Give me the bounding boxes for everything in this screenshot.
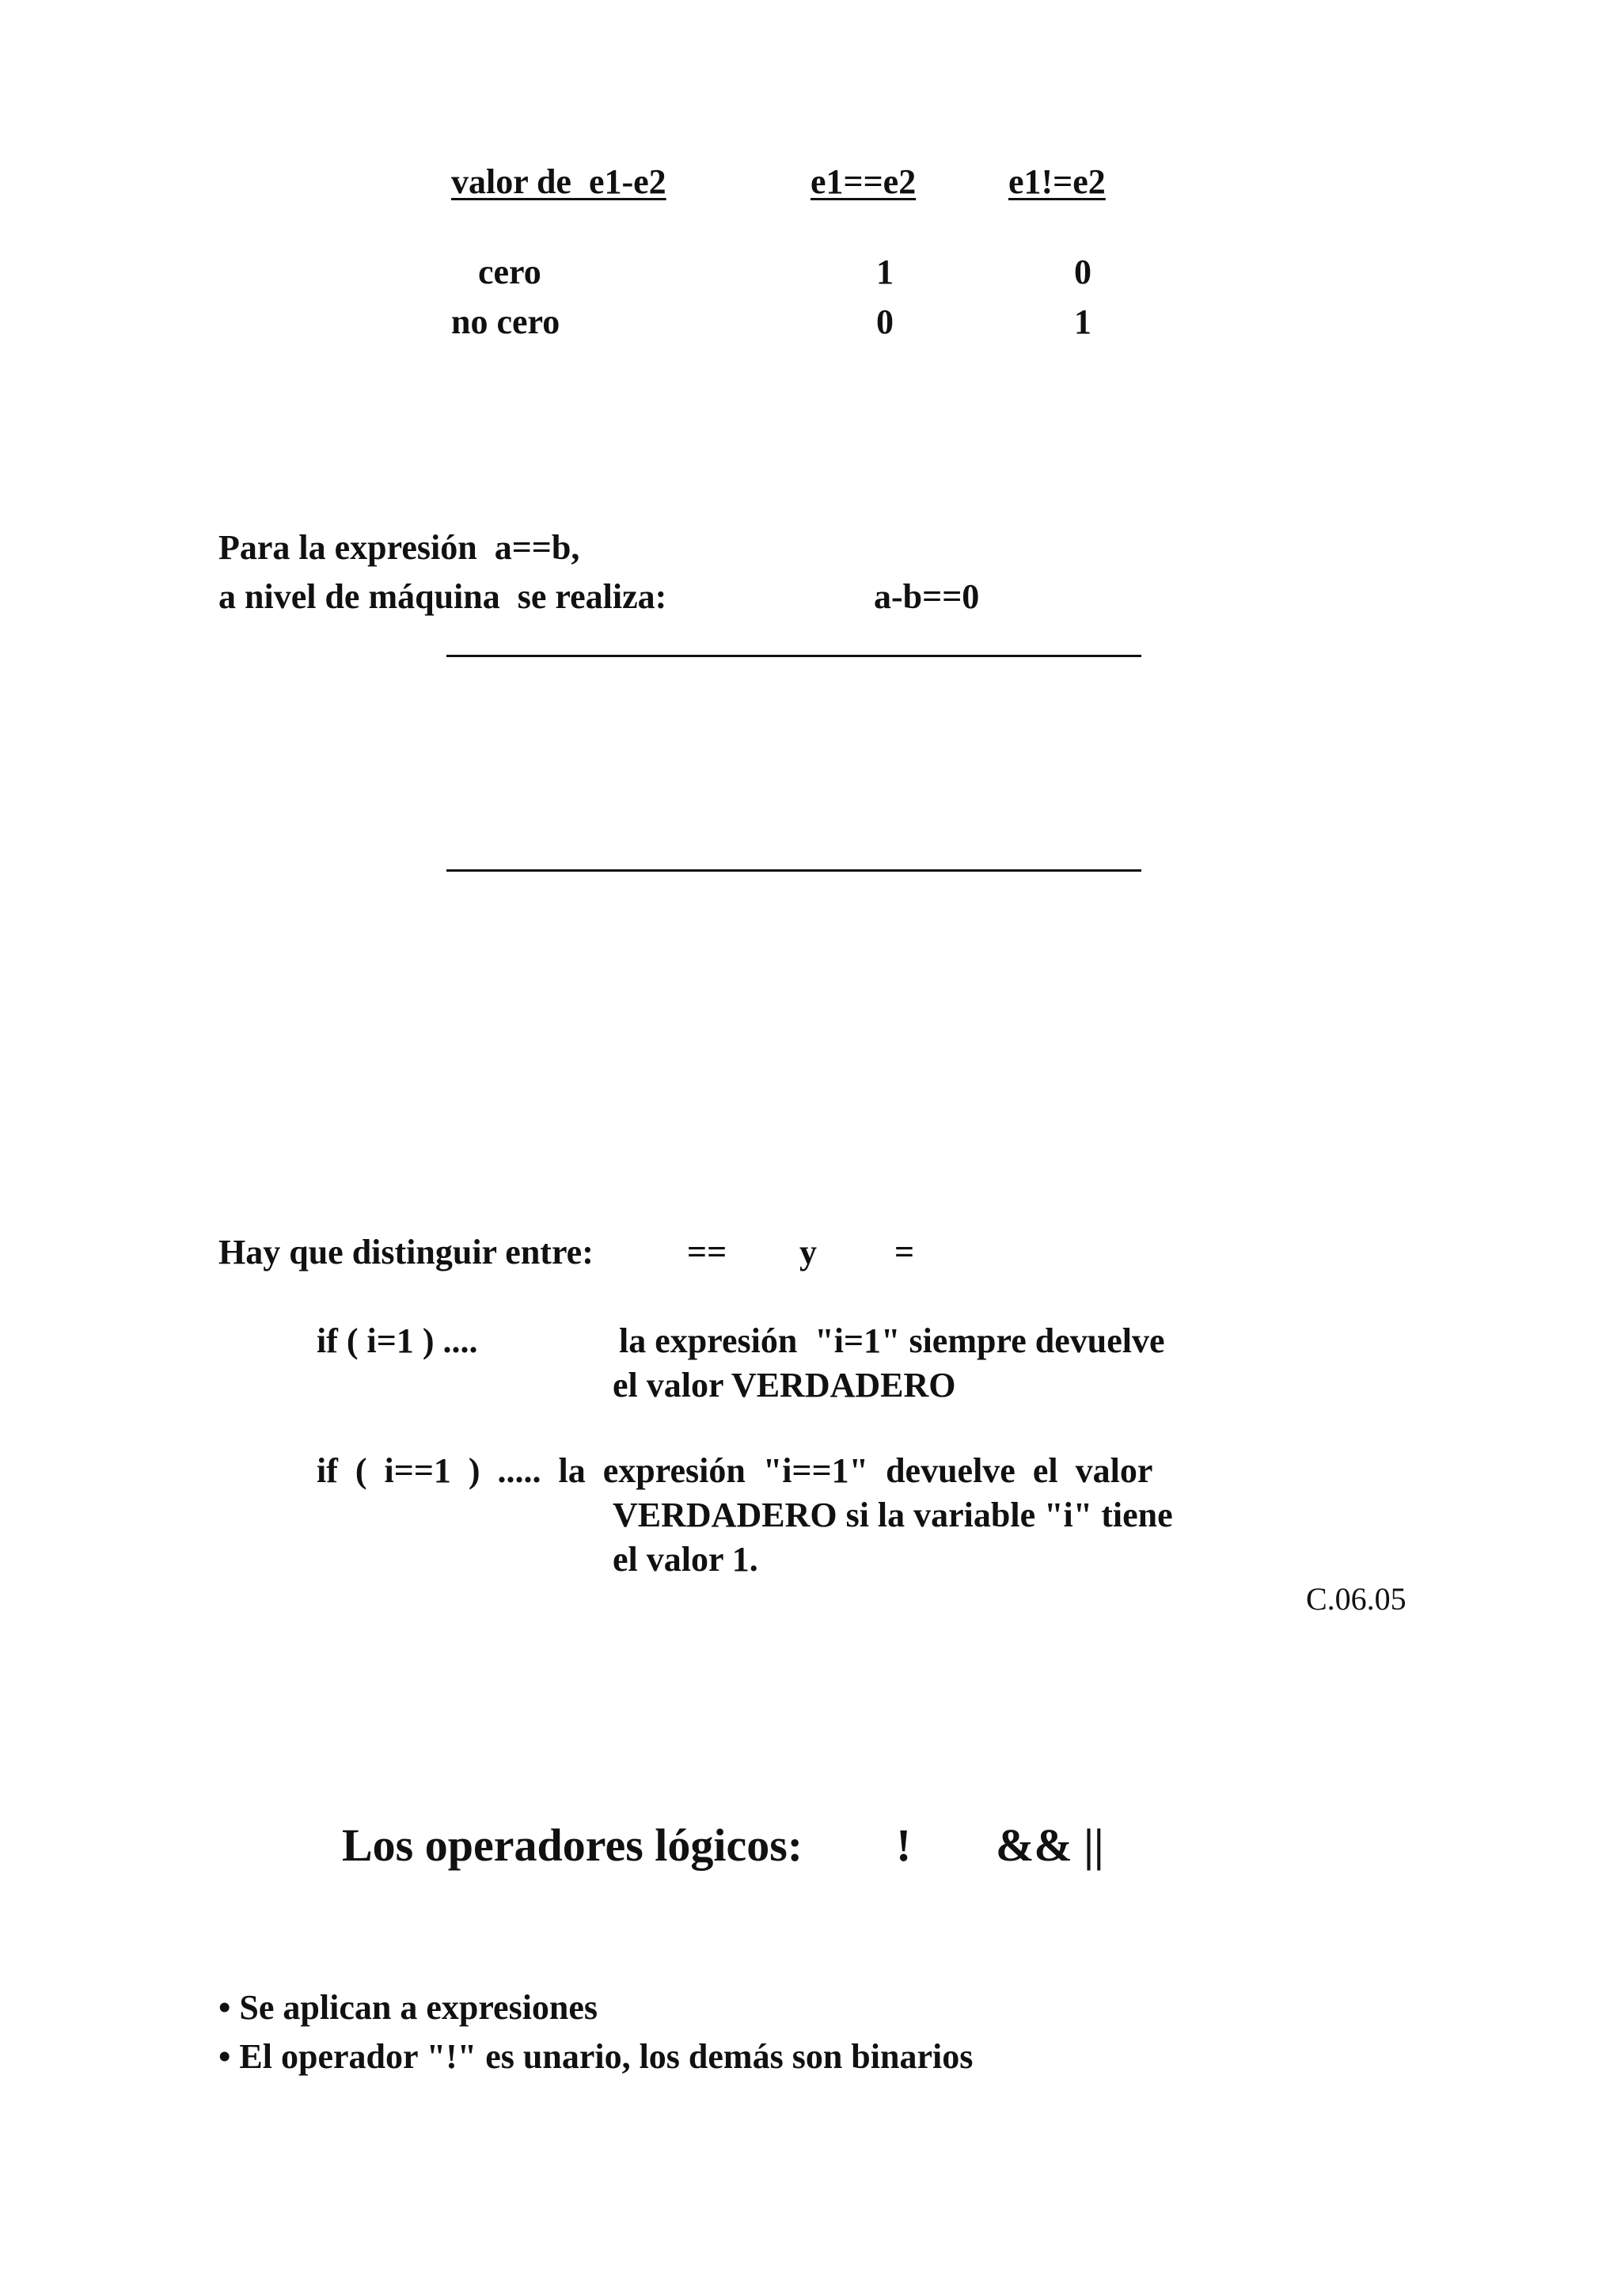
- row-cero-eq: 1: [876, 253, 894, 291]
- operator-double-equals: ==: [687, 1233, 727, 1272]
- logical-op-not: !: [896, 1819, 912, 1871]
- row-no-cero-eq: 0: [876, 302, 894, 341]
- example2-desc-line1: VERDADERO si la variable "i" tiene: [613, 1496, 1173, 1534]
- row-no-cero-ne: 1: [1074, 302, 1091, 341]
- row-label-cero: cero: [478, 253, 541, 291]
- row-cero-ne: 0: [1074, 253, 1091, 291]
- machine-line-2: a nivel de máquina se realiza:: [218, 577, 667, 616]
- example1-desc-line2: el valor VERDADERO: [613, 1366, 956, 1405]
- bullet-item-1: • Se aplican a expresiones: [218, 1988, 598, 2027]
- divider-line-1: [446, 655, 1141, 657]
- row-label-no-cero: no cero: [451, 302, 560, 341]
- example2-code-line: if ( i==1 ) ..... la expresión "i==1" devuelve el valor: [317, 1451, 1153, 1490]
- distinguish-intro: Hay que distinguir entre:: [218, 1233, 594, 1272]
- bullet-item-2: • El operador "!" es unario, los demás son binarios: [218, 2037, 974, 2076]
- divider-line-2: [446, 869, 1141, 872]
- example2-desc-line2: el valor 1.: [613, 1540, 758, 1579]
- header-e1-ne-e2: e1!=e2: [1008, 162, 1106, 201]
- example1-code: if ( i=1 ) ....: [317, 1321, 478, 1360]
- header-e1-minus-e2: valor de e1-e2: [451, 162, 666, 201]
- machine-result: a-b==0: [874, 577, 980, 616]
- machine-line-1: Para la expresión a==b,: [218, 528, 580, 567]
- logical-ops-title: Los operadores lógicos:: [342, 1819, 803, 1871]
- conjunction-y: y: [799, 1233, 817, 1272]
- page-code: C.06.05: [1306, 1581, 1407, 1617]
- logical-op-and-or: && ||: [996, 1819, 1104, 1871]
- header-e1-eq-e2: e1==e2: [810, 162, 917, 201]
- operator-equals: =: [894, 1233, 915, 1272]
- example1-desc-line1: la expresión "i=1" siempre devuelve: [619, 1321, 1165, 1360]
